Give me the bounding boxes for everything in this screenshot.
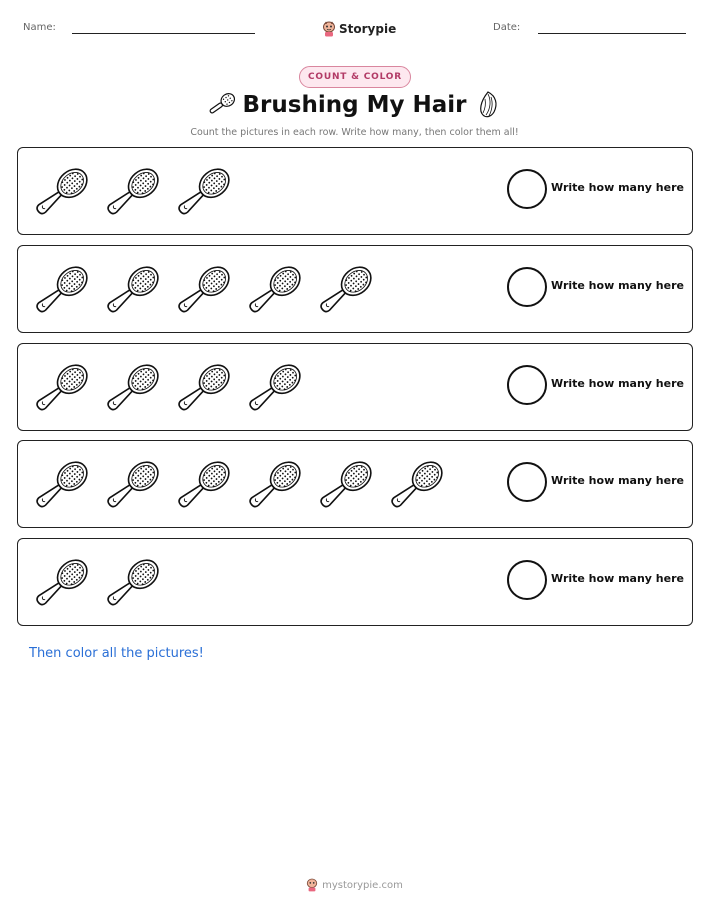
picture-group: [28, 449, 454, 519]
hairbrush-icon[interactable]: [28, 449, 99, 519]
hairbrush-icon[interactable]: [28, 156, 99, 226]
hairbrush-icon[interactable]: [170, 352, 241, 422]
hairbrush-icon[interactable]: [241, 254, 312, 324]
picture-group: [28, 352, 312, 422]
page-title: Brushing My Hair: [242, 92, 467, 118]
hairbrush-icon[interactable]: [99, 547, 170, 617]
hairbrush-icon[interactable]: [170, 449, 241, 519]
counting-row: [17, 343, 693, 431]
date-line[interactable]: [538, 33, 686, 34]
hairbrush-icon[interactable]: [241, 352, 312, 422]
answer-circle[interactable]: [507, 169, 547, 209]
answer-prompt: Write how many here: [551, 279, 684, 292]
picture-group: [28, 254, 383, 324]
counting-row: [17, 538, 693, 626]
hairbrush-icon[interactable]: [99, 156, 170, 226]
hairbrush-icon[interactable]: [28, 352, 99, 422]
hairbrush-icon[interactable]: [241, 449, 312, 519]
answer-prompt: Write how many here: [551, 377, 684, 390]
storypie-logo-icon: [322, 21, 336, 37]
brand-name: Storypie: [339, 22, 397, 36]
answer-prompt: Write how many here: [551, 572, 684, 585]
brand: [322, 20, 396, 38]
counting-row: [17, 245, 693, 333]
name-line[interactable]: [72, 33, 255, 34]
answer-circle[interactable]: [507, 462, 547, 502]
date-label: Date:: [493, 22, 521, 33]
answer-circle[interactable]: [507, 560, 547, 600]
storypie-logo-icon: [306, 878, 318, 892]
hairbrush-icon[interactable]: [170, 156, 241, 226]
counting-row: [17, 440, 693, 528]
instructions: Count the pictures in each row. Write how many, then color them all!: [190, 127, 519, 138]
answer-prompt: Write how many here: [551, 474, 684, 487]
worksheet-header: [0, 20, 709, 42]
hairbrush-icon[interactable]: [383, 449, 454, 519]
hairbrush-icon[interactable]: [312, 254, 383, 324]
coloring-instruction: Then color all the pictures!: [29, 646, 204, 661]
hairbrush-icon[interactable]: [99, 449, 170, 519]
category-badge: COUNT & COLOR: [299, 66, 411, 88]
hairbrush-icon[interactable]: [99, 254, 170, 324]
picture-group: [28, 547, 170, 617]
footer-site: mystorypie.com: [322, 879, 403, 891]
answer-circle[interactable]: [507, 365, 547, 405]
hairbrush-icon[interactable]: [312, 449, 383, 519]
name-label: Name:: [23, 22, 56, 33]
counting-row: [17, 147, 693, 235]
answer-prompt: Write how many here: [551, 181, 684, 194]
picture-group: [28, 156, 241, 226]
hairbrush-icon[interactable]: [28, 547, 99, 617]
hairbrush-icon[interactable]: [170, 254, 241, 324]
footer: [0, 878, 709, 892]
hairbrush-icon[interactable]: [99, 352, 170, 422]
hairbrush-icon[interactable]: [28, 254, 99, 324]
answer-circle[interactable]: [507, 267, 547, 307]
